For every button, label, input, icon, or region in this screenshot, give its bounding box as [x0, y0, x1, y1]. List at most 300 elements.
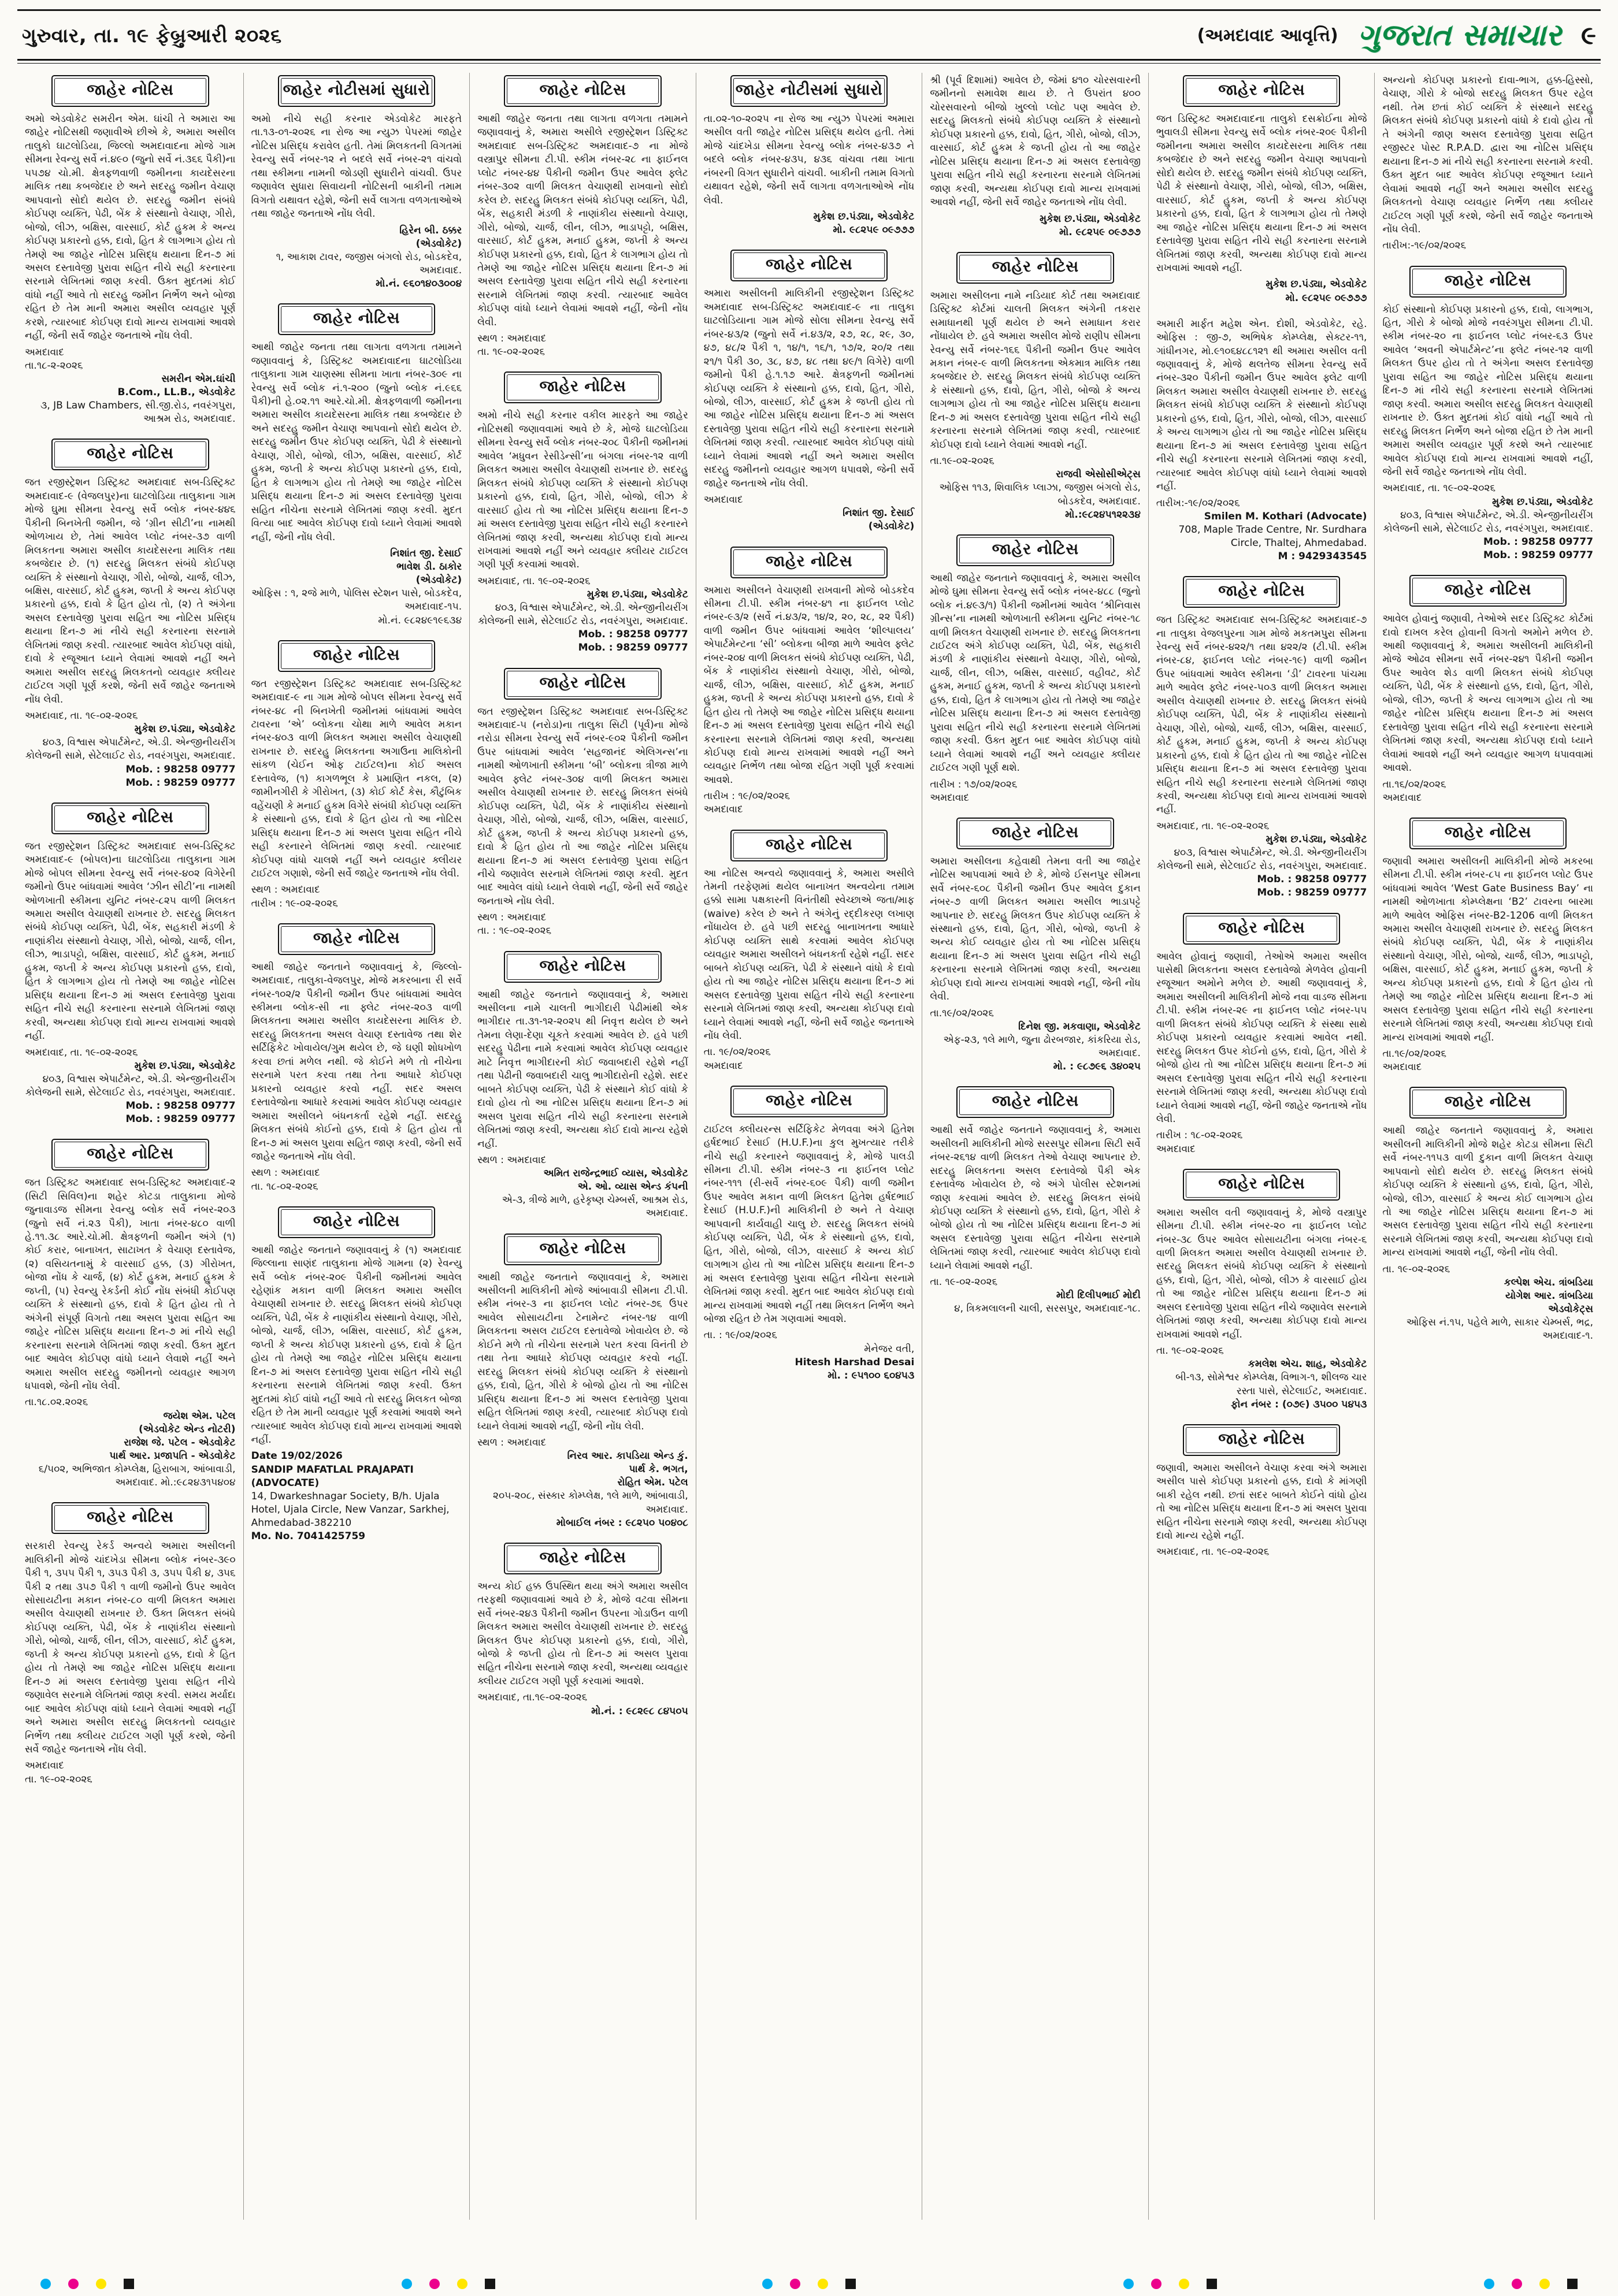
notice-signature-line: 708, Maple Trade Centre, Nr. Surdhara Circle, Thaltej, Ahmedabad.	[1178, 523, 1367, 549]
notice-signature-line: મુકેશ છ.પંડ્યા, એડવોકેટ	[813, 211, 915, 223]
registration-mark-group	[40, 2279, 134, 2289]
page-header	[17, 9, 1601, 58]
notice-title-box	[1183, 1424, 1340, 1456]
notice-body: અન્યનો કોઈપણ પ્રકારનો દાવા-ભાગ, હક્ક-હિસ્સો, વેચાણ, ગીરો કે બોજો સદરહુ મિલકત ઉપર રહેલ નથી. તેમ છતાં કોઈ વ્યક્તિ કે સંસ્થાને સદરહુ મિલકત સંબંધે કોઈપણ પ્રકારનો વાંધો કે દાવો હોય તો તે અંગેની જાણ અસલ દસ્તાવેજી પુરાવા સહિત રજીસ્ટર પોસ્ટ R.P.A.D. દ્વારા આ નોટિસ પ્રસિદ્ધ થયાના દિન-૭ માં નીચે સહી કરનારના સરનામે કરવી. ઉક્ત મુદત બાદ આવેલ કોઈપણ રજૂઆત ધ્યાને લેવામાં આવશે નહીં અને અમારા અસીલ સદરહુ મિલકતનો વેચાણ વ્યવહાર નિર્ભેળ તથા ક્લીયર ટાઈટલ ગણી પૂર્ણ કરશે, જેની સર્વે જાહેર જનતાએ નોંધ લેવી.	[1382, 75, 1594, 235]
notice-signature-line: તા.૧૯/૦૨/૨૦૨૬	[1382, 1048, 1447, 1060]
notice-signature-line: અમદાવાદ	[25, 1760, 64, 1772]
notice-title-box	[1409, 266, 1567, 298]
notice-title-box	[1183, 913, 1340, 945]
column-4	[696, 73, 923, 2220]
notice-signature-line: સ્થળ : અમદાવાદ	[251, 884, 320, 896]
registration-mark-yellow-icon	[1539, 2279, 1550, 2289]
notice-body: અમારા અસીલના કહેવાથી તેમના વતી આ જાહેર નોટિસ આપવામાં આવે છે કે, મોજે ઈસનપુર સીમના સર્વે નંબર-૬૦૮ પૈકીની જમીન ઉપર આવેલ દુકાન નંબર-૭ વાળી મિલકત અમારા અસીલ ભાડાપટ્ટે આપનાર છે. સદરહુ મિલકત ઉપર કોઈપણ વ્યક્તિ કે સંસ્થાનો હક્ક, દાવો, હિત, ગીરો, બોજો, જપ્તી કે અન્ય કોઈ વ્યવહાર હોય તો આ નોટિસ પ્રસિદ્ધ થયાના દિન-૭ માં અસલ પુરાવા સહિત નીચે સહી કરનારના સરનામે લેખિતમાં જાણ કરવી, અન્યથા કોઈપણ દાવો માન્ય રાખવામાં આવશે નહીં, જેની નોંધ લેવી.	[930, 855, 1141, 1003]
notice-body: જત રજીસ્ટ્રેશન ડિસ્ટ્રિક્ટ અમદાવાદ સબ-ડિસ્ટ્રિક્ટ અમદાવાદ-૯ (વેજલપુર)ના ઘાટલોડિયા તાલુકાના ગામ મોજે ઘુમા સીમના રેવન્યુ સર્વે બ્લોક નંબર-૪૪૬ પૈકીની બિનખેતી જમીન, જે ‘ગ્રીન સીટી’ના નામથી ઓળખાય છે, તેમાં આવેલ પ્લોટ નંબર-૩૭ વાળી મિલકતના અમારા અસીલ કાયદેસરના માલિક તથા કબજેદાર છે. (૧) સદરહુ મિલકત સંબંધે કોઈપણ વ્યક્તિ કે સંસ્થાનો વેચાણ, ગીરો, બોજો, ચાર્જ, લીઝ, બક્ષિસ, વારસાઈ, કોર્ટ હુકમ, જપ્તી કે અન્ય કોઈપણ પ્રકારનો હક્ક, દાવો કે હિત હોય તો, (૨) તે અંગેના અસલ દસ્તાવેજી પુરાવા સહિત આ નોટિસ પ્રસિદ્ધ થયાના દિન-૭ માં નીચે સહી કરનારના સરનામે લેખિતમાં જાણ કરવી. ત્યારબાદ આવેલ કોઈપણ વાંધો, દાવો કે રજૂઆત ધ્યાને લેવામાં આવશે નહીં અને અમારા અસીલ સદરહુ મિલકતનો વ્યવહાર ક્લીયર ટાઈટલ ગણી પૂર્ણ કરશે, જેની સર્વે જાહેર જનતાએ નોંધ લેવી.	[25, 477, 236, 705]
notice-title: જાહેર નોટિસ	[1412, 269, 1564, 295]
notice-title-box	[1183, 576, 1340, 608]
notice-signature-line: મુકેશ છ.પંડ્યા, એડવોકેટ	[1266, 278, 1367, 291]
notice-title: જાહેર નોટિસ	[1186, 1172, 1337, 1198]
notice-body: સરકારી રેવન્યુ રેકર્ડ અન્વયે અમારા અસીલની માલિકીની મોજે ચાંદખેડા સીમના બ્લોક નંબર-૩૯૦ પૈકી ૧, ૩૫૫ પૈકી ૧, ૩૫૩ પૈકી ૩, ૩૫૫ પૈકી ૪, ૩૫૬ પૈકી ૨ તથા ૩૫૭ પૈકી ૧ વાળી જમીનો ઉપર આવેલ સોસાયટીના મકાન નંબર-૮૦ વાળી મિલકત અમારા અસીલ વેચાણથી રાખનાર છે. ઉક્ત મિલકત સંબંધે કોઈપણ વ્યક્તિ, પેઢી, બેંક કે નાણાંકીય સંસ્થાનો ગીરો, બોજો, ચાર્જ, લીન, લીઝ, વારસાઈ, કોર્ટ હુકમ, જપ્તી કે અન્ય કોઈપણ પ્રકારનો હક્ક, દાવો કે હિત હોય તો તેમણે આ જાહેર નોટિસ પ્રસિદ્ધ થયાના દિન-૭ માં અસલ દસ્તાવેજી પુરાવા સહિત નીચે જણાવેલ સરનામે લેખિતમાં જાણ કરવી. સમય મર્યાદા બાદ આવેલ કોઈપણ વાંધો ધ્યાને લેવામાં આવશે નહીં અને અમારા અસીલ સદરહુ મિલકતનો વ્યવહાર નિર્ભેળ તથા ક્લીયર ટાઈટલ ગણી પૂર્ણ કરશે, જેની સર્વે જાહેર જનતાએ નોંધ લેવી.	[25, 1540, 236, 1755]
notice-title-box	[51, 1139, 209, 1171]
notice-title: જાહેર નોટિસ	[1412, 578, 1564, 604]
notice-signature-line: અમદાવાદ, તા.૧૯-૦૨-૨૦૨૬	[477, 1692, 588, 1704]
notice-signature-line: મો.નં. : ૯૮૨૯૮ ૮૪૫૦૫	[591, 1705, 688, 1717]
notice-signature-line: રાજેશ જે. પટેલ - એડવોકેટ	[124, 1436, 236, 1448]
registration-mark-group	[1484, 2279, 1578, 2289]
notice-signature-line: તા. ૧૯/૦૨/૨૦૨૬	[703, 1046, 771, 1058]
registration-mark-group	[402, 2279, 495, 2289]
notice-signature-line: અમિત રાજેન્દ્રભાઈ વ્યાસ, એડવોકેટ	[543, 1168, 688, 1180]
notice-title-box	[730, 547, 888, 578]
notice-signature-line: ૧, આકાશ ટાવર, જજીસ બંગલો રોડ, બોડકદેવ, અમદાવાદ.	[276, 251, 462, 276]
notice-signature-line: તા. ૧૯-૦૨-૨૦૨૬	[1156, 1345, 1224, 1357]
notice-title-box	[1409, 818, 1567, 849]
notice-body: જત રજીસ્ટ્રેશન ડિસ્ટ્રિક્ટ અમદાવાદ સબ-ડિસ્ટ્રિક્ટ અમદાવાદ-૯ ના ગામ મોજે બોપલ સીમના રેવન્યુ સર્વે નંબર-૪૮ ની બિનખેતી જમીનમાં બાંધવામાં આવેલ ટાવરના ‘એ’ બ્લોકના ચોથા માળે આવેલ મકાન નંબર-૪૦૩ વાળી મિલકત અમારા અસીલ વેચાણથી રાખનાર છે. સદરહુ મિલકતના અગાઉના માલિકોની સાંકળ (ચેઈન ઓફ ટાઈટલ)ના કોઈ અસલ દસ્તાવેજ, (૧) કાગળભૂલ કે પ્રમાણિત નકલ, (૨) જામીનગીરી કે ગીરોખત, (૩) કોઈ કોર્ટ કેસ, કૌટુંબિક વહેંચણી કે મનાઈ હુકમ વિગેરે સંબંધી કોઈપણ વ્યક્તિ કે સંસ્થાનો હક્ક, દાવો કે હિત હોય તો આ નોટિસ પ્રસિદ્ધ થયાના દિન-૭ માં અસલ પુરાવા સહિત નીચે સહી કરનારને લેખિતમાં જાણ કરવી. ત્યારબાદ કોઈપણ વાંધો ચાલશે નહીં અને વ્યવહાર ક્લીયર ટાઈટલ ગણાશે, જેની સર્વે જાહેર જનતાએ નોંધ લેવી.	[251, 678, 462, 879]
notice-body: અમો નીચે સહી કરનાર એડવોકેટ મારફતે તા.૧૩-૦૧-૨૦૨૬ ના રોજ આ ન્યુઝ પેપરમાં જાહેર નોટિસ પ્રસિદ્ધ કરાવેલ હતી. તેમાં મિલકતની વિગતમાં રેવન્યુ સર્વે નંબર-૧૨ ને બદલે સર્વે નંબર-૨૧ વાંચવો તથા સ્કીમના નામની જોડણી સુધારીને વાંચવી. ઉપર જણાવેલ સુધારા સિવાયની નોટિસની બાકીની તમામ વિગતો યથાવત રહેશે, જેની સર્વે લાગતા વળગતાઓએ તથા જાહેર જનતાએ નોંધ લેવી.	[251, 113, 462, 220]
notice-signature-line: Mob. : 98259 09777	[125, 1113, 236, 1125]
notice	[930, 252, 1141, 522]
notice-title-box	[278, 75, 435, 107]
notice-signature-line: નિશાંત જી. દેસાઈ	[843, 507, 915, 519]
notice-signature-line: તા.૧૯-૦૨-૨૦૨૬	[930, 455, 994, 467]
notice	[704, 830, 915, 1073]
notice-body: જણાવી, અમારા અસીલને વેચાણ કરવા અંગે અમારા અસીલ પાસે કોઈપણ પ્રકારનો હક્ક, દાવો કે માંગણી બાકી રહેલ નથી. છતાં સદર બાબતે કોઈને વાંધો હોય તો આ નોટિસ પ્રસિદ્ધ થયાના દિન-૭ માં અસલ પુરાવા સહિત નીચેના સરનામે જાણ કરવી, અન્યથા કોઈપણ દાવો માન્ય રહેશે નહીં.	[1156, 1462, 1367, 1541]
notice-signature-line: અમદાવાદ	[703, 804, 743, 816]
registration-mark-cyan-icon	[762, 2279, 773, 2289]
notice-title: જાહેર નોટિસ	[1412, 1090, 1564, 1116]
registration-mark-cyan-icon	[1484, 2279, 1494, 2289]
notice-body: અમારા અસીલની માલિકીની રજીસ્ટ્રેશન ડિસ્ટ્રિક્ટ અમદાવાદ સબ-ડિસ્ટ્રિક્ટ અમદાવાદ-૯ ના તાલુકા ઘાટલોડિયાના ગામ મોજે સોલા સીમના રેવન્યુ સર્વે નંબર-૪૩/૨ (જુનો સર્વે નં.૪૩/૨, ૨૭, ૨૮, ૨૯, ૩૦, ૪૭, ૪૮/૨ પૈકી ૧, ૧૪/૧, ૧૬/૧, ૧૭/૨, ૨૦/૨ તથા ૨૧/૧ પૈકી ૩૦, ૩૮, ૪૭, ૪૮ તથા ૪૯/૧ વિગેરે) વાળી જમીનો પૈકી હે.૧.૧૭ આરે. ક્ષેત્રફળની જમીનમાં કોઈપણ વ્યક્તિ કે સંસ્થાનો હક્ક, દાવો, હિત, ગીરો, બોજો, લીઝ, વારસાઈ, કોર્ટ હુકમ કે જપ્તી હોય તો આ જાહેર નોટિસ પ્રસિદ્ધ થયાના દિન-૭ માં અસલ દસ્તાવેજી પુરાવા સહિત નીચે સહી કરનારના સરનામે લેખિતમાં જાણ કરવી. ત્યારબાદ આવેલ કોઈપણ વાંધો ધ્યાને લેવામાં આવશે નહીં અને અમારા અસીલ સદરહુ જમીનનો વ્યવહાર આગળ ધપાવશે, જેની સર્વે જાહેર જનતાએ નોંધ લેવી.	[703, 288, 915, 489]
notice-signature-line: તારીખ : ૧૯-૦૨-૨૦૨૬	[251, 897, 338, 909]
notice-title-box	[504, 1234, 661, 1265]
notice-signature-line: અમદાવાદ	[1156, 1143, 1196, 1155]
notice-signature-line: મો. : ૯૫૧૦૦ ૬૦૪૫૩	[827, 1369, 915, 1381]
notice-signature-line: તા. ૧૯-૦૨-૨૦૨૬	[477, 346, 545, 358]
notice-signature-line: Mob. : 98259 09777	[125, 777, 236, 789]
registration-mark-cyan-icon	[40, 2279, 51, 2289]
notice	[930, 1086, 1141, 1316]
registration-mark-yellow-icon	[818, 2279, 828, 2289]
registration-mark-yellow-icon	[1179, 2279, 1189, 2289]
notice	[477, 371, 688, 655]
notice-body: આવેલ હોવાનું જણાવી, તેઓએ અમારા અસીલ પાસેથી મિલકતના અસલ દસ્તાવેજો મેળવેલ હોવાની રજૂઆત અમોને મળેલ છે. આથી જણાવવાનું કે, અમારા અસીલની માલિકીની મોજે નવા વાડજ સીમના ટી.પી. સ્કીમ નંબર-૨૯ ના ફાઈનલ પ્લોટ નંબર-૫૫ વાળી મિલકત સંબંધે કોઈપણ વ્યક્તિ કે સંસ્થા સાથે કોઈપણ પ્રકારનો વ્યવહાર કરવામાં આવેલ નથી. સદરહુ મિલકત ઉપર કોઈનો હક્ક, દાવો, હિત, ગીરો કે બોજો હોય તો આ નોટિસ પ્રસિદ્ધ થયાના દિન-૭ માં અસલ દસ્તાવેજી પુરાવા સહિત નીચે સહી કરનારના સરનામે લેખિતમાં જાણ કરવી, અન્યથા કોઈપણ દાવો ધ્યાને લેવામાં આવશે નહીં, જેની જાહેર જનતાએ નોંધ લેવી.	[1156, 950, 1367, 1125]
notice-signature-line: ૪, ત્રિકમલાલની ચાલી, સરસપુર, અમદાવાદ-૧૮.	[954, 1303, 1141, 1315]
notice-signature-line: અમદાવાદ	[1382, 1061, 1422, 1073]
column-5	[922, 73, 1149, 2220]
notice-signature-line: અમદાવાદ, તા. ૧૯-૦૨-૨૦૨૬	[1382, 482, 1495, 495]
notice	[477, 668, 688, 938]
notice-signature-line: M : 9429343545	[1278, 550, 1367, 562]
notice-title-box	[504, 371, 661, 403]
notice-title: જાહેર નોટિસ	[733, 833, 885, 859]
notice-signature-line: હિરેન બી. ઠક્કર	[399, 224, 462, 236]
notice-title: જાહેર નોટિસ	[733, 252, 885, 278]
notice-title-box	[278, 640, 435, 672]
notice-signature-line: પાર્થ આર. પ્રજાપતિ - એડવોકેટ	[109, 1450, 236, 1462]
notice-title: જાહેર નોટિસ	[1186, 78, 1337, 104]
notice	[251, 303, 462, 627]
notice-signature-line: તારીખ:-૧૯/૦૨/૨૦૨૬	[1156, 497, 1240, 509]
notice-signature-line: Mob. : 98258 09777	[1257, 874, 1367, 886]
notice-title-box	[1409, 575, 1567, 607]
column-3	[470, 73, 696, 2220]
notice-signature-line: એ-૩, ત્રીજે માળે, હરેકૃષ્ણ ચેમ્બર્સ, આશ્રમ રોડ, અમદાવાદ.	[502, 1194, 688, 1220]
registration-mark-yellow-icon	[96, 2279, 106, 2289]
notice	[1156, 318, 1367, 563]
notice-signature-line: Hitesh Harshad Desai	[795, 1356, 915, 1368]
notice-body: આથી જાહેર જનતાને જણાવવાનું કે, અમારા અસીલના નામે ચાલતી ભાગીદારી પેઢીમાંથી એક ભાગીદાર તા.૩૧-૧૨-૨૦૨૫ થી નિવૃત્ત થયેલ છે અને તેમના લેણા-દેણા ચૂકતે કરવામાં આવેલ છે. હવે પછી સદરહુ પેઢીના નામે કરવામાં આવેલ કોઈપણ વ્યવહાર માટે નિવૃત્ત ભાગીદારની કોઈ જવાબદારી રહેશે નહીં તથા પેઢીની જવાબદારી ચાલુ ભાગીદારોની રહેશે. સદર બાબતે કોઈપણ વ્યક્તિ, પેઢી કે સંસ્થાને કોઈ વાંધો કે દાવો હોય તો આ નોટિસ પ્રસિદ્ધ થયાના દિન-૭ માં અસલ પુરાવા સહિત નીચે સહી કરનારના સરનામે લેખિતમાં જાણ કરવી, અન્યથા કોઈ દાવો માન્ય રહેશે નહીં.	[477, 989, 688, 1150]
registration-mark-black-icon	[1567, 2279, 1578, 2289]
notice-title: જાહેર નોટિસ	[959, 820, 1111, 846]
notice-columns	[17, 73, 1601, 2220]
notice	[1382, 1087, 1593, 1343]
notice-body: અમારી માર્ફત મહેશ એન. દોશી, એડવોકેટ, રહે. ઓફિસ : જી-૭, અભિષેક કોમ્પ્લેક્ષ, સેક્ટર-૧૧, ગાંધીનગર, મો.૯૧૦૬૪૮૮૧૨૧ થી અમારા અસીલ વતી જણાવવાનું કે, મોજે થલતેજ સીમના રેવન્યુ સર્વે નંબર-૩૨૦ પૈકીની જમીન ઉપર આવેલ ફ્લેટ વાળી મિલકત અમારા અસીલ વેચાણથી રાખનાર છે. સદરહુ મિલકત સંબંધે કોઈપણ વ્યક્તિ કે સંસ્થાનો કોઈપણ પ્રકારનો હક્ક, દાવો, હિત, ગીરો, બોજો, લીઝ, વારસાઈ કે અન્ય લાગભાગ હોય તો આ જાહેર નોટિસ પ્રસિદ્ધ થયાના દિન-૭ માં અસલ દસ્તાવેજી પુરાવા સહિત નીચે સહી કરનારના સરનામે લેખિતમાં જાણ કરવી, ત્યારબાદ આવેલ કોઈપણ વાંધો ધ્યાને લેવામાં આવશે નહીં.	[1156, 318, 1367, 493]
notice	[704, 75, 915, 237]
notice-signature-line: દિનેશ જી. મકવાણા, એડવોકેટ	[1018, 1020, 1141, 1032]
notice	[477, 951, 688, 1221]
registration-mark-group	[1123, 2279, 1217, 2289]
notice	[704, 250, 915, 533]
notice-signature-line: તા. : ૧૯-૦૨-૨૦૨૬	[477, 925, 552, 937]
notice-signature-line: Mob. : 98259 09777	[578, 642, 688, 654]
notice-signature-line: અમદાવાદ, તા. ૧૯-૦૨-૨૦૨૬	[25, 710, 138, 722]
notice	[25, 1139, 236, 1489]
notice-title: જાહેર નોટિસ	[54, 441, 206, 467]
notice-signature-line: અમદાવાદ, તા. ૧૯-૦૨-૨૦૨૬	[1156, 820, 1270, 832]
notice-signature-line: યોગેશ આર. ત્રાંબડિયા	[1505, 1290, 1594, 1302]
notice-title-box	[51, 1502, 209, 1534]
page-number: ૯	[1580, 21, 1596, 50]
notice-signature-line: સ્થળ : અમદાવાદ	[477, 912, 547, 924]
notice-signature-line: ૪૦૩, વિશ્વાસ એપાર્ટમેન્ટ, એ.ડી. એન્જીનીયરીંગ કોલેજની સામે, સેટેલાઈટ રોડ, નવરંગપુરા, અમદાવાદ.	[25, 737, 236, 762]
notice-body: અમો એડવોકેટ સમરીન એમ. ઘાંચી તે અમારા આ જાહેર નોટિસથી જણાવીએ છીએ કે, અમારા અસીલ તાલુકો ઘાટલોડિયા, જિલ્લો અમદાવાદના મોજે ગામ સીમના રેવન્યુ સર્વે નં.૪૯૦ (જુનો સર્વે નં.૩૬૬ પૈકી)ના ૫૫૭૪ ચો.મી. ક્ષેત્રફળવાળી જમીનના કાયદેસરના માલિક તથા કબજેદાર છે અને સદરહુ જમીન વેચાણ આપવાનો સોદો થયેલ છે. સદરહુ જમીન સંબંધે કોઈપણ વ્યક્તિ, પેઢી, બેંક કે સંસ્થાનો વેચાણ, ગીરો, બોજો, લીઝ, બક્ષિસ, વારસાઈ, કોર્ટ હુકમ કે અન્ય કોઈપણ પ્રકારનો હક્ક, દાવો, હિત કે લાગભાગ હોય તો તેમણે આ જાહેર નોટિસ પ્રસિદ્ધ થયાના દિન-૭ માં અસલ દસ્તાવેજી પુરાવા સહિત નીચે સહી કરનારના સરનામે લેખિતમાં જાણ કરવી. ઉક્ત મુદતમાં કોઈ વાંધો નહીં આવે તો સદરહુ જમીન નિર્ભેળ અને બોજા રહિત છે તેમ માની અમારા અસીલ વ્યવહાર પૂર્ણ કરશે, ત્યારબાદ કોઈપણ દાવો માન્ય રાખવામાં આવશે નહીં, જેની સર્વે જાહેર જનતાએ નોંધ લેવી.	[25, 113, 236, 342]
notice-signature-line: તા. ૧૯-૦૨-૨૦૨૬	[930, 1276, 998, 1288]
notice-signature-line: નિરવ આર. કાપડિયા એન્ડ કું.	[567, 1450, 688, 1462]
notice-signature-line: ૪૦૩, વિશ્વાસ એપાર્ટમેન્ટ, એ.ડી. એન્જીનીયરીંગ કોલેજની સામે, સેટેલાઈટ રોડ, નવરંગપુરા, અમદાવાદ.	[1156, 847, 1367, 872]
notice-signature-line: ૪૦૩, વિશ્વાસ એપાર્ટમેન્ટ, એ.ડી. એન્જીનીયરીંગ કોલેજની સામે, સેટેલાઈટ રોડ, નવરંગપુરા, અમદાવાદ.	[1383, 509, 1594, 534]
notice-title: જાહેર નોટિસ	[507, 1236, 658, 1262]
notice-signature-line: તા. : ૧૯/૦૨/૨૦૨૬	[703, 1329, 777, 1342]
notice-body: જત ડિસ્ટ્રિક્ટ અમદાવાદ સબ-ડિસ્ટ્રિક્ટ અમદાવાદ-૨ (સિટી સિવિલ)ના શહેર કોટડા તાલુકાના મોજે જુનાવાડજ સીમના રેવન્યુ બ્લોક સર્વે નંબર-૨૦૩ (જુનો સર્વે નં.૨૩ પૈકી), ખાતા નંબર-૪૮૦ વાળી હે.૧૧.૩૮ આરે.ચો.મી. ક્ષેત્રફળની જમીન અંગે (૧) કોઈ કરાર, બાનાખત, સાટાખત કે વેચાણ દસ્તાવેજ, (૨) વસિયતનામું કે વારસાઈ હક્ક, (૩) ગીરોખત, બોજા નોંધ કે ચાર્જ, (૪) કોર્ટ હુકમ, મનાઈ હુકમ કે જપ્તી, (૫) રેવન્યુ રેકર્ડની કોઈ નોંધ સંબંધી કોઈપણ વ્યક્તિ કે સંસ્થાનો હક્ક, દાવો કે હિત હોય તો તે અંગેની સંપૂર્ણ વિગતો તથા અસલ પુરાવા સહિત આ જાહેર નોટિસ પ્રસિદ્ધ થયાના દિન-૭ માં નીચે સહી કરનારના સરનામે લેખિતમાં જાણ કરવી. ઉક્ત મુદત બાદ આવેલ કોઈપણ વાંધો ધ્યાને લેવાશે નહીં અને અમારા અસીલ સદરહુ જમીનનો વ્યવહાર આગળ ધપાવશે, જેની નોંધ લેવી.	[25, 1177, 236, 1392]
notice-title-box	[278, 303, 435, 335]
notice-signature-line: ૩, JB Law Chambers, સી.જી.રોડ, નવરંગપુરા, આશ્રમ રોડ, અમદાવાદ.	[40, 400, 236, 425]
notice-signature-line: તા.૧૮.૦૨.૨૦૨૬	[25, 1396, 88, 1409]
registration-mark-black-icon	[485, 2279, 495, 2289]
notice-body: અમારા અસીલને વેચાણથી રાખવાની મોજે બોડકદેવ સીમના ટી.પી. સ્કીમ નંબર-૪૧ ના ફાઈનલ પ્લોટ નંબર-૯૩/૨ (સર્વે નં.૪૩/૨, ૧૪/૨, ૨૦, ૨૮, ૨૨ પૈકી) વાળી જમીન ઉપર બાંધવામાં આવેલ ‘શીલ્પાલય’ એપાર્ટમેન્ટના ‘સી’ બ્લોકના બીજા માળે આવેલ ફ્લેટ નંબર-૨૦૪ વાળી મિલકત સંબંધે કોઈપણ વ્યક્તિ, પેઢી, બેંક કે નાણાંકીય સંસ્થાનો વેચાણ, ગીરો, બોજો, ચાર્જ, લીઝ, બક્ષિસ, વારસાઈ, કોર્ટ હુકમ, મનાઈ હુકમ, જપ્તી કે અન્ય કોઈપણ પ્રકારનો હક્ક, દાવો કે હિત હોય તો તેમણે આ જાહેર નોટિસ પ્રસિદ્ધ થયાના દિન-૭ માં અસલ દસ્તાવેજી પુરાવા સહિત નીચે સહી કરનારના સરનામે લેખિતમાં જાણ કરવી, અન્યથા કોઈપણ દાવો માન્ય રાખવામાં આવશે નહીં અને વ્યવહાર નિર્ભેળ તથા બોજા રહિત ગણી પૂર્ણ કરવામાં આવશે.	[703, 584, 915, 786]
notice-signature-line: SANDIP MAFATLAL PRAJAPATI	[251, 1463, 414, 1476]
notice-signature-line: અમદાવાદ, તા. ૧૯-૦૨-૨૦૨૬	[1156, 1546, 1270, 1558]
column-6	[1149, 73, 1375, 2220]
notice	[25, 439, 236, 789]
notice-signature-line: Mob. : 98258 09777	[1483, 536, 1594, 548]
notice-body: આથી જાહેર જનતાને જણાવવાનું કે, અમારા અસીલની માલિકીની મોજે શહેર કોટડા સીમના સિટી સર્વે નંબર-૧૧૫૩ વાળી દુકાન વાળી મિલકત વેચાણ આપવાનો સોદો થયેલ છે. સદરહુ મિલકત સંબંધે કોઈપણ વ્યક્તિ કે સંસ્થાનો હક્ક, દાવો, હિત, ગીરો, બોજો, લીઝ, વારસાઈ કે અન્ય કોઈ લાગભાગ હોય તો આ જાહેર નોટિસ પ્રસિદ્ધ થયાના દિન-૭ માં અસલ દસ્તાવેજી પુરાવા સહિત નીચે સહી કરનારના સરનામે લેખિતમાં જાણ કરવી, અન્યથા કોઈપણ દાવો માન્ય રાખવામાં આવશે નહીં, જેની નોંધ લેવી.	[1382, 1125, 1594, 1259]
notice-title-box	[504, 75, 661, 107]
notice	[704, 1086, 915, 1383]
registration-mark-magenta-icon	[68, 2279, 79, 2289]
notice-body: આથી જાહેર જનતાને જણાવવાનું કે, અમારા અસીલની માલિકીની મોજે આંબાવાડી સીમના ટી.પી. સ્કીમ નંબર-૩ ના ફાઈનલ પ્લોટ નંબર-૭૬ ઉપર આવેલ સોસાયટીના ટેનામેન્ટ નંબર-૧૪ વાળી મિલકતના અસલ ટાઈટલ દસ્તાવેજો ખોવાયેલ છે. જે કોઈને મળે તો નીચેના સરનામે પરત કરવા વિનંતી છે તથા તેના આધારે કોઈપણ વ્યવહાર કરવો નહીં. સદરહુ મિલકત સંબંધે કોઈપણ વ્યક્તિ કે સંસ્થાનો હક્ક, દાવો, હિત, ગીરો કે બોજો હોય તો આ નોટિસ પ્રસિદ્ધ થયાના દિન-૭ માં અસલ દસ્તાવેજી પુરાવા સહિત લેખિતમાં જાણ કરવી, ત્યારબાદ કોઈપણ દાવો ધ્યાને લેવામાં આવશે નહીં, જેની નોંધ લેવી.	[477, 1271, 688, 1432]
notice-title-box	[956, 534, 1114, 566]
notice-title-box	[956, 1086, 1114, 1118]
notice-title: જાહેર નોટિસ	[507, 954, 658, 980]
notice-signature-line: અમદાવાદ, તા. ૧૯-૦૨-૨૦૨૬	[25, 1046, 138, 1058]
notice-signature-line: (એડવોકેટ)	[868, 521, 915, 533]
notice-title-box	[1183, 75, 1340, 107]
notice	[251, 923, 462, 1194]
registration-mark-group	[762, 2279, 856, 2289]
notice-body: આથી જાહેર જનતા તથા લાગતા વળગતા તમામને જણાવવાનું કે, અમારા અસીલે રજીસ્ટ્રેશન ડિસ્ટ્રિક્ટ અમદાવાદ સબ-ડિસ્ટ્રિક્ટ અમદાવાદ-૭ ના મોજે વસ્ત્રાપુર સીમના ટી.પી. સ્કીમ નંબર-૨૮ ના ફાઈનલ પ્લોટ નંબર-૪૪ પૈકીની જમીન ઉપર આવેલ ફ્લેટ નંબર-૩૦૨ વાળી મિલકત વેચાણથી રાખવાનો સોદો કરેલ છે. સદરહુ મિલકત સંબંધે કોઈપણ વ્યક્તિ, પેઢી, બેંક, સહકારી મંડળી કે નાણાંકીય સંસ્થાનો વેચાણ, ગીરો, બોજો, ચાર્જ, લીન, લીઝ, ભાડાપટ્ટો, બક્ષિસ, વારસાઈ, કોર્ટ હુકમ, મનાઈ હુકમ, જપ્તી કે અન્ય કોઈપણ પ્રકારનો હક્ક, દાવો, હિત કે લાગભાગ હોય તો તેમણે આ જાહેર નોટિસ પ્રસિદ્ધ થયાના દિન-૭ માં અસલ દસ્તાવેજી પુરાવા સહિત નીચે સહી કરનારના સરનામે લેખિતમાં જાણ કરવી. ત્યારબાદ આવેલ કોઈપણ વાંધો ધ્યાને લેવામાં આવશે નહીં, જેની નોંધ લેવી.	[477, 113, 688, 328]
notice-signature-line: Mo. No. 7041425759	[251, 1530, 366, 1543]
notice	[1156, 576, 1367, 900]
notice-signature-line: અમદાવાદ	[1382, 792, 1422, 804]
notice-title: જાહેર નોટિસ	[281, 306, 432, 332]
notice	[1156, 913, 1367, 1156]
notice	[477, 1234, 688, 1530]
registration-mark-black-icon	[124, 2279, 134, 2289]
notice-title: જાહેર નોટિસ	[54, 805, 206, 831]
notice-signature-line: મુકેશ છ.પંડ્યા, એડવોકેટ	[1039, 213, 1141, 225]
notice-signature-line: મો. ૯૮૨૫૯ ૦૯૭૭૭	[1059, 226, 1141, 238]
notice-signature-line: ઓફિસ ૧૧૩, શિવાલિક પ્લાઝા, જજીસ બંગલો રોડ, બોડકદેવ, અમદાવાદ.	[939, 482, 1141, 507]
notice-signature-line: Mob. : 98259 09777	[1257, 887, 1367, 899]
notice-signature-line: રાજવી એસોસીએટ્સ	[1056, 469, 1141, 481]
notice-title-box	[51, 439, 209, 470]
notice-signature-line: રોહિત એમ. પટેલ	[617, 1477, 688, 1489]
notice-title: જાહેર નોટિસ	[959, 255, 1111, 281]
notice-body: આથી સર્વે જાહેર જનતાને જણાવવાનું કે, અમારા અસીલની માલિકીની મોજે સરસપુર સીમના સિટી સર્વે નંબર-૨૬૧૪ વાળી મિલકત તેઓ વેચાણ આપનાર છે. સદરહુ મિલકતના અસલ દસ્તાવેજો પૈકી એક દસ્તાવેજ ખોવાયેલ છે, જે અંગે પોલીસ સ્ટેશનમાં જાણ કરવામાં આવેલ છે. સદરહુ મિલકત સંબંધે કોઈપણ વ્યક્તિ કે સંસ્થાનો હક્ક, દાવો, હિત, ગીરો કે બોજો હોય તો આ નોટિસ પ્રસિદ્ધ થયાના દિન-૭ માં અસલ દસ્તાવેજી પુરાવા સહિત નીચેના સરનામે લેખિતમાં જાણ કરવી, ત્યારબાદ આવેલ કોઈપણ દાવો ધ્યાને લેવામાં આવશે નહીં.	[930, 1124, 1141, 1272]
notice-title: જાહેર નોટિસ	[507, 78, 658, 104]
notice-body: તા.૦૨-૧૦-૨૦૨૫ ના રોજ આ ન્યુઝ પેપરમાં અમારા અસીલ વતી જાહેર નોટિસ પ્રસિદ્ધ થયેલ હતી. તેમાં મોજે ચાંદખેડા સીમના રેવન્યુ બ્લોક નંબર-૪૩૭ ને બદલે બ્લોક નંબર-૪૩૫, ૪૩૬ વાંચવા તથા ખાતા નંબરની વિગત સુધારીને વાંચવી. બાકીની તમામ વિગતો યથાવત રહેશે, જેની સર્વે લાગતા વળગતાઓએ નોંધ લેવી.	[703, 113, 915, 206]
notice-signature-line: મો.નં. ૯૬૦૧૪૦૩૦૦૪	[376, 278, 462, 290]
notice-body: આવેલ હોવાનું જણાવી, તેઓએ સદર ડિસ્ટ્રિક્ટ કોર્ટમાં દાવો દાખલ કરેલ હોવાની વિગતો અમોને મળેલ છે. આથી જણાવવાનું કે, અમારા અસીલની માલિકીની મોજે ઓઢવ સીમના સર્વે નંબર-૨૪૧ પૈકીની જમીન ઉપર આવેલ શેડ વાળી મિલકત સંબંધે કોઈપણ વ્યક્તિ, પેઢી, બેંક કે સંસ્થાનો હક્ક, દાવો, હિત, ગીરો, બોજો, લીઝ, જપ્તી કે અન્ય લાગભાગ હોય તો આ જાહેર નોટિસ પ્રસિદ્ધ થયાના દિન-૭ માં અસલ દસ્તાવેજી પુરાવા સહિત નીચે સહી કરનારના સરનામે લેખિતમાં જાણ કરવી, અન્યથા કોઈપણ દાવો ધ્યાને લેવામાં આવશે નહીં અને વ્યવહાર આગળ ધપાવવામાં આવશે.	[1382, 613, 1594, 774]
edition-label: (અમદાવાદ આવૃત્તિ)	[1197, 25, 1338, 46]
notice-signature-line: ભાવેશ ડી. ઠાકોર	[396, 561, 462, 573]
notice-signature-line: અમદાવાદ, તા. ૧૯-૦૨-૨૦૨૬	[477, 575, 591, 587]
notice-title-box	[504, 1543, 661, 1574]
notice-signature-line: એ. ઓ. વ્યાસ એન્ડ કંપની	[577, 1181, 688, 1193]
notice	[704, 547, 915, 817]
notice-signature-line: B.Com., LL.B., એડવોકેટ	[117, 387, 236, 399]
notice	[930, 534, 1141, 805]
notice-signature-line: સ્થળ : અમદાવાદ	[251, 1167, 320, 1179]
notice-signature-line: મો.નં. ૯૮૨૪૯૧૯૬૩૪	[378, 614, 462, 626]
notice-signature-line: ૪૦૩, વિશ્વાસ એપાર્ટમેન્ટ, એ.ડી. એન્જીનીયરીંગ કોલેજની સામે, સેટેલાઈટ રોડ, નવરંગપુરા, અમદાવાદ.	[478, 602, 688, 627]
notice-title: જાહેર નોટિસ	[281, 1209, 432, 1235]
notice-title: જાહેર નોટીસમાં સુધારો	[733, 78, 885, 104]
notice-body: અમો નીચે સહી કરનાર વકીલ મારફતે આ જાહેર નોટિસથી જણાવવામાં આવે છે કે, મોજે ઘાટલોડિયા સીમના રેવન્યુ સર્વે બ્લોક નંબર-૨૦૮ પૈકીની જમીનમાં આવેલ ‘મધુવન રેસીડેન્સી’ના બંગલા નંબર-૧૨ વાળી મિલકત અમારા અસીલ વેચાણથી રાખનાર છે. સદરહુ મિલકત સંબંધે કોઈપણ વ્યક્તિ કે સંસ્થાનો કોઈપણ પ્રકારનો હક્ક, દાવો, હિત, ગીરો, બોજો, લીઝ કે વારસાઈ હોય તો આ નોટિસ પ્રસિદ્ધ થયાના દિન-૭ માં અસલ દસ્તાવેજી પુરાવા સહિત નીચે સહી કરનારને લેખિતમાં જાણ કરવી, અન્યથા કોઈપણ દાવો માન્ય રાખવામાં આવશે નહીં અને વ્યવહાર ક્લીયર ટાઈટલ ગણી પૂર્ણ કરવામાં આવશે.	[477, 410, 688, 571]
notice-signature-line: ૬/૫૦૨, અભિજાત કોમ્પ્લેક્ષ, હિરાબાગ, આંબાવાડી, અમદાવાદ. મો.:૯૮૨૪૩૧૫૪૦૪	[38, 1463, 236, 1489]
notice-body: જણાવી અમારા અસીલની માલિકીની મોજે મકરબા સીમના ટી.પી. સ્કીમ નંબર-૮૫ ના ફાઈનલ પ્લોટ ઉપર બાંધવામાં આવેલ ‘West Gate Business Bay’ ના નામથી ઓળખાતા કોમ્પ્લેક્ષના ‘B2’ ટાવરના બારમા માળે આવેલ ઓફિસ નંબર-B2-1206 વાળી મિલકત અમારા અસીલ વેચાણથી રાખનાર છે. સદરહુ મિલકત સંબંધે કોઈપણ વ્યક્તિ, પેઢી, બેંક કે નાણાંકીય સંસ્થાનો વેચાણ, ગીરો, બોજો, ચાર્જ, લીઝ, ભાડાપટ્ટો, બક્ષિસ, વારસાઈ, કોર્ટ હુકમ, મનાઈ હુકમ, જપ્તી કે અન્ય કોઈપણ પ્રકારનો હક્ક, દાવો કે હિત હોય તો તેમણે આ જાહેર નોટિસ પ્રસિદ્ધ થયાના દિન-૭ માં અસલ દસ્તાવેજી પુરાવા સહિત નીચે સહી કરનારના સરનામે લેખિતમાં જાણ કરવી, અન્યથા કોઈપણ દાવો માન્ય રાખવામાં આવશે નહીં.	[1382, 855, 1594, 1043]
notice-title-box	[730, 250, 888, 281]
notice-body: શ્રી (પૂર્વ દિશામાં) આવેલ છે, જેમાં ૪૧૦ ચોરસવારની જમીનનો સમાવેશ થાય છે. તે ઉપરાંત ૪૦૦ ચોરસવારનો બીજો ખુલ્લો પ્લોટ પણ આવેલ છે. સદરહુ મિલકતો સંબંધે કોઈપણ વ્યક્તિ કે સંસ્થાનો કોઈપણ પ્રકારનો હક્ક, દાવો, હિત, ગીરો, બોજો, લીઝ, વારસાઈ, કોર્ટ હુકમ કે જપ્તી હોય તો આ જાહેર નોટિસ પ્રસિદ્ધ થયાના દિન-૭ માં અસલ દસ્તાવેજી પુરાવા સહિત નીચે સહી કરનારના સરનામે લેખિતમાં જાણ કરવી, અન્યથા કોઈપણ દાવો માન્ય રાખવામાં આવશે નહીં, જેની સર્વે જાહેર જનતાએ નોંધ લેવી.	[930, 75, 1141, 209]
notice-title: જાહેર નોટિસ	[281, 643, 432, 669]
registration-mark-magenta-icon	[429, 2279, 440, 2289]
notice-signature-line: તારીખ : ૧૭/૦૨/૨૦૨૬	[930, 778, 1018, 790]
notice-signature-line: સમરીન એમ.ઘાંચી	[161, 373, 236, 385]
notice-signature-line: ૨૦૫-૨૦૮, સંસ્કાર કોમ્પ્લેક્ષ, ૧લે માળે, આંબાવાડી, અમદાવાદ.	[493, 1490, 688, 1515]
notice-title: જાહેર નોટિસ	[733, 549, 885, 575]
registration-mark-black-icon	[1207, 2279, 1217, 2289]
notice-signature-line: મુકેશ છ.પંડ્યા, એડવોકેટ	[587, 589, 688, 601]
notice-title: જાહેર નોટિસ	[959, 1089, 1111, 1115]
notice-signature-line: મુકેશ છ.પંડ્યા, એડવોકેટ	[1492, 496, 1594, 508]
notice-signature-line: Mob. : 98258 09777	[125, 763, 236, 775]
notice-title: જાહેર નોટિસ	[733, 1088, 885, 1114]
notice-signature-line: અમદાવાદ	[703, 1060, 743, 1072]
notice-title-box	[730, 75, 888, 107]
notice-title-box	[730, 1086, 888, 1117]
notice-signature-line: સ્થળ : અમદાવાદ	[477, 1154, 547, 1166]
notice-title-box	[1183, 1169, 1340, 1201]
notice-signature-line: બી-૧૩, સોમેશ્વર કોમ્પ્લેક્ષ, વિભાગ-૧, શીલજ ચાર રસ્તા પાસે, સેટેલાઈટ, અમદાવાદ.	[1175, 1372, 1367, 1397]
notice-signature-line: (એડવોકેટ)	[415, 574, 462, 586]
notice-title: જાહેર નોટિસ	[507, 671, 658, 697]
notice	[1382, 818, 1593, 1075]
notice-signature-line: મો. ૯૮૨૫૯ ૦૯૭૭૭	[833, 224, 915, 236]
notice-signature-line: 14, Dwarkeshnagar Society, B/h. Ujala Hotel, Ujala Circle, New Vanzar, Sarkhej, Ahmedabad-382210	[251, 1490, 450, 1529]
notice-signature-line: Mob. : 98259 09777	[1483, 549, 1594, 561]
notice	[25, 75, 236, 426]
notice	[1156, 1424, 1367, 1559]
column-2	[244, 73, 470, 2220]
notice-signature-line: Mob. : 98258 09777	[125, 1099, 236, 1112]
notice	[1382, 575, 1593, 805]
notice-title: જાહેર નોટિસ	[1412, 820, 1564, 846]
notice-title-box	[504, 951, 661, 983]
print-marks	[40, 2279, 1578, 2289]
notice	[1382, 74, 1593, 253]
notice-signature-line: અમદાવાદ	[930, 792, 970, 804]
notice-signature-line: મેનેજર વતી,	[864, 1343, 915, 1355]
notice-title-box	[730, 830, 888, 861]
notice-title-box	[51, 803, 209, 834]
column-7	[1375, 73, 1601, 2220]
notice-body: કોઈ સંસ્થાનો કોઈપણ પ્રકારનો હક્ક, દાવો, લાગભાગ, હિત, ગીરો કે બોજો મોજે નવરંગપુરા સીમના ટી.પી. સ્કીમ નંબર-૨૦ ના ફાઈનલ પ્લોટ નંબર-૬૩ ઉપર આવેલ ‘અવની એપાર્ટમેન્ટ’ના ફ્લેટ નંબર-૧૨ વાળી મિલકત ઉપર હોય તો તે અંગેના અસલ દસ્તાવેજી પુરાવા સહિત આ જાહેર નોટિસ પ્રસિદ્ધ થયાના દિન-૭ માં નીચે સહી કરનારના સરનામે લેખિતમાં જાણ કરવી. અમારા અસીલ સદરહુ મિલકત વેચાણથી રાખનાર છે. ઉક્ત મુદતમાં કોઈ વાંધો નહીં આવે તો સદરહુ મિલકત નિર્ભેળ અને બોજા રહિત છે તેમ માની અમારા અસીલ વ્યવહાર પૂર્ણ કરશે અને ત્યારબાદ આવેલ કોઈપણ દાવો માન્ય રાખવામાં આવશે નહીં, જેની સર્વે જાહેર જનતાએ નોંધ લેવી.	[1382, 303, 1594, 478]
notice	[477, 75, 688, 359]
notice	[25, 803, 236, 1126]
notice-title: જાહેર નોટિસ	[54, 1142, 206, 1168]
notice-body: ટાઈટલ ક્લીયરન્સ સર્ટિફિકેટ મેળવવા અંગે હિતેશ હર્ષદભાઈ દેસાઈ (H.U.F.)ના કુલ મુખત્યાર તરીકે નીચે સહી કરનારને જણાવવાનું કે, મોજે પાલડી સીમના ટી.પી. સ્કીમ નંબર-૩ ના ફાઈનલ પ્લોટ નંબર-૧૧૧ (રી-સર્વે નંબર-૬૦૯ પૈકી) વાળી જમીન ઉપર આવેલ મકાન વાળી મિલકત હિતેશ હર્ષદભાઈ દેસાઈ (H.U.F.)ની માલિકીની છે અને તે વેચાણ આપવાની કાર્યવાહી ચાલુ છે. સદરહુ મિલકત સંબંધે કોઈપણ વ્યક્તિ, પેઢી, બેંક કે સંસ્થાનો હક્ક, દાવો, હિત, ગીરો, બોજો, લીઝ, વારસાઈ કે અન્ય કોઈ લાગભાગ હોય તો આ નોટિસ પ્રસિદ્ધ થયાના દિન-૭ માં અસલ દસ્તાવેજી પુરાવા સહિત નીચેના સરનામે લેખિતમાં જાણ કરવી. મુદત બાદ આવેલ કોઈપણ દાવો માન્ય રાખવામાં આવશે નહીં તથા મિલકત નિર્ભેળ અને બોજા રહિત છે તેમ ગણવામાં આવશે.	[703, 1123, 915, 1325]
notice-title-box	[504, 668, 661, 700]
notice-signature-line: નિશાંત જી. દેસાઈ	[390, 547, 462, 559]
notice-signature-line: (એડવોકેટ એન્ડ નોટરી)	[138, 1423, 236, 1435]
notice-signature-line: તા. ૧૯-૦૨-૨૦૨૬	[1382, 1263, 1450, 1275]
notice-title-box	[278, 923, 435, 955]
notice-signature-line: તા.૧૬/૦૨/૨૦૨૬	[1382, 778, 1446, 790]
notice-title: જાહેર નોટિસ	[1186, 916, 1337, 942]
notice-signature-line: મુકેશ છ.પંડ્યા, એડવોકેટ	[1266, 834, 1367, 845]
notice-title: જાહેર નોટિસ	[281, 926, 432, 952]
notice-title-box	[51, 75, 209, 107]
notice-signature-line: તા.૧૮-૨-૨૦૨૬	[25, 359, 83, 371]
notice-body: આથી જાહેર જનતાને જણાવવાનું કે, અમારા અસીલ મોજે ઘુમા સીમના રેવન્યુ સર્વે બ્લોક નંબર-૪૮૮ (જુનો બ્લોક નં.૪૯૩/૧) પૈકીની જમીનમાં આવેલ ‘શ્રીનિવાસ ગ્રીન્સ’ના નામથી ઓળખાતી સ્કીમના યુનિટ નંબર-૧૮ વાળી મિલકત વેચાણથી રાખનાર છે. સદરહુ મિલકતના ટાઈટલ અંગે કોઈપણ વ્યક્તિ, પેઢી, બેંક, સહકારી મંડળી કે નાણાંકીય સંસ્થાનો વેચાણ, ગીરો, બોજો, ચાર્જ, લીન, લીઝ, બક્ષિસ, વારસાઈ, વહીવટ, કોર્ટ હુકમ, મનાઈ હુકમ, જપ્તી કે અન્ય કોઈપણ પ્રકારનો હક્ક, દાવો, હિત કે લાગભાગ હોય તો તેમણે આ જાહેર નોટિસ પ્રસિદ્ધ થયાના દિન-૭ માં અસલ દસ્તાવેજી પુરાવા સહિત નીચે સહી કરનારના સરનામે લેખિતમાં જાણ કરવી. ઉક્ત મુદત બાદ આવેલ કોઈપણ વાંધો ધ્યાને લેવામાં આવશે નહીં અને વ્યવહાર ક્લીયર ટાઈટલ ગણી પૂર્ણ થશે.	[930, 572, 1141, 774]
notice-signature-line: તારીખ : ૧૯/૦૨/૨૦૨૬	[703, 790, 791, 803]
notice-body: અમારા અસીલ વતી જણાવવાનું કે, મોજે વસ્ત્રાપુર સીમના ટી.પી. સ્કીમ નંબર-૨૦ ના ફાઈનલ પ્લોટ નંબર-૩૮ ઉપર આવેલ સોસાયટીના બંગલા નંબર-૬ વાળી મિલકત અમારા અસીલ વેચાણથી રાખનાર છે. સદરહુ મિલકત સંબંધે કોઈપણ વ્યક્તિ કે સંસ્થાનો હક્ક, દાવો, હિત, ગીરો, બોજો, લીઝ કે વારસાઈ હોય તો આ જાહેર નોટિસ પ્રસિદ્ધ થયાના દિન-૭ માં અસલ દસ્તાવેજી પુરાવા સહિત નીચે જણાવેલ સરનામે લેખિતમાં જાણ કરવી, અન્યથા કોઈપણ દાવો માન્ય રાખવામાં આવશે નહીં.	[1156, 1206, 1367, 1340]
notice-signature-line: કલ્પેશ એચ. ત્રાંબડિયા	[1504, 1276, 1594, 1288]
notice-title: જાહેર નોટિસ	[507, 374, 658, 400]
notice-signature-line: ૪૦૩, વિશ્વાસ એપાર્ટમેન્ટ, એ.ડી. એન્જીનીયરીંગ કોલેજની સામે, સેટેલાઈટ રોડ, નવરંગપુરા, અમદાવાદ.	[25, 1073, 236, 1098]
notice	[1382, 266, 1593, 563]
notice-body: જત રજીસ્ટ્રેશન ડિસ્ટ્રિક્ટ અમદાવાદ સબ-ડિસ્ટ્રિક્ટ અમદાવાદ-૯ (બોપલ)ના ઘાટલોડિયા તાલુકાના ગામ મોજે બોપલ સીમના રેવન્યુ સર્વે નંબર-૪૦૨ વિગેરેની જમીનો ઉપર બાંધવામાં આવેલ ‘ઝીન સીટી’ના નામથી ઓળખાતી સ્કીમના યુનિટ નંબર-૮૨૫ વાળી મિલકત અમારા અસીલ વેચાણથી રાખનાર છે. સદરહુ મિલકત સંબંધે કોઈપણ વ્યક્તિ, પેઢી, બેંક, સહકારી મંડળી કે નાણાંકીય સંસ્થાનો વેચાણ, ગીરો, બોજો, ચાર્જ, લીન, લીઝ, ભાડાપટ્ટો, બક્ષિસ, વારસાઈ, કોર્ટ હુકમ, મનાઈ હુકમ, જપ્તી કે અન્ય કોઈપણ પ્રકારનો હક્ક, દાવો, હિત કે લાગભાગ હોય તો તેમણે આ જાહેર નોટિસ પ્રસિદ્ધ થયાના દિન-૭ માં અસલ દસ્તાવેજી પુરાવા સહિત નીચે સહી કરનારના સરનામે લેખિતમાં જાણ કરવી, અન્યથા કોઈપણ દાવો માન્ય રાખવામાં આવશે નહીં.	[25, 840, 236, 1042]
notice-signature-line: પાર્થ કે. ભગત,	[629, 1463, 688, 1476]
notice-body: જત ડિસ્ટ્રિક્ટ અમદાવાદના તાલુકો દસક્રોઈના મોજે ભુવાલડી સીમના રેવન્યુ સર્વે બ્લોક નંબર-૨૦૯ પૈકીની જમીનના અમારા અસીલ કાયદેસરના માલિક તથા કબજેદાર છે અને સદરહુ જમીન વેચાણ આપવાનો સોદો થયેલ છે. સદરહુ જમીન સંબંધે કોઈપણ વ્યક્તિ, પેઢી કે સંસ્થાનો વેચાણ, ગીરો, બોજો, લીઝ, બક્ષિસ, વારસાઈ, કોર્ટ હુકમ, જપ્તી કે અન્ય કોઈપણ પ્રકારનો હક્ક, દાવો, હિત કે લાગભાગ હોય તો તેમણે આ જાહેર નોટિસ પ્રસિદ્ધ થયાના દિન-૭ માં અસલ દસ્તાવેજી પુરાવા સહિત નીચે સહી કરનારના સરનામે લેખિતમાં જાણ કરવી, અન્યથા કોઈપણ દાવો માન્ય રાખવામાં આવશે નહીં.	[1156, 113, 1367, 274]
notice-title: જાહેર નોટિસ	[1186, 579, 1337, 605]
notice-signature-line: ફોન નંબર : (૦૭૯) ૩૫૦૦ ૫૪૫૩	[1231, 1398, 1367, 1410]
notice-signature-line: તારીખ:-૧૯/૦૨/૨૦૨૬	[1382, 240, 1467, 252]
notice-signature-line: ઓફિસ નં.૧૫, પહેલે માળે, સાકાર ચેમ્બર્સ, ભદ્ર, અમદાવાદ-૧.	[1406, 1317, 1594, 1342]
notice-title: જાહેર નોટિસ	[1186, 1427, 1337, 1453]
notice-body: આથી જાહેર જનતા તથા લાગતા વળગતા તમામને જણાવવાનું કે, ડિસ્ટ્રિક્ટ અમદાવાદના ઘાટલોડિયા તાલુકાના ગામ ચાણસ્મા સીમના ખાતા નંબર-૩૦૯ ના રેવન્યુ સર્વે બ્લોક નં.૧-૨૦૦ (જુનો બ્લોક નં.૯૬૬ પૈકી)ની હે.૦૨.૧૧ આરે.ચો.મી. ક્ષેત્રફળવાળી જમીનના અમારા અસીલ કાયદેસરના માલિક તથા કબજેદાર છે અને સદરહુ જમીન વેચાણ આપવાનો સોદો થયેલ છે. સદરહુ જમીન ઉપર કોઈપણ વ્યક્તિ, પેઢી કે સંસ્થાનો વેચાણ, ગીરો, બોજો, લીઝ, બક્ષિસ, વારસાઈ, કોર્ટ હુકમ, જપ્તી કે અન્ય કોઈપણ પ્રકારનો હક્ક, દાવો, હિત કે લાગભાગ હોય તો તેમણે આ જાહેર નોટિસ પ્રસિદ્ધ થયાના દિન-૭ માં અસલ દસ્તાવેજી પુરાવા સહિત નીચેના સરનામે લેખિતમાં જાણ કરવી. મુદત વિત્યા બાદ આવેલ કોઈપણ દાવો ધ્યાને લેવામાં આવશે નહીં, જેની નોંધ લેવી.	[251, 341, 462, 543]
notice	[251, 1206, 462, 1544]
notice-signature-line: મો. : ૯૮૭૯૬ ૩૪૦૨૫	[1053, 1061, 1141, 1073]
notice-title: જાહેર નોટિસ	[959, 537, 1111, 563]
masthead-logo: ગુજરાત સમાચાર	[1357, 18, 1561, 53]
notice-signature-line: સ્થળ : અમદાવાદ	[477, 1437, 547, 1448]
notice-signature-line: અમદાવાદ	[703, 494, 743, 506]
notice-body: અન્ય કોઈ હક્ક ઉપસ્થિત થયા અંગે અમારા અસીલ તરફથી જણાવવામાં આવે છે કે, મોજે વટવા સીમના સર્વે નંબર-૨૪૩ પૈકીની જમીન ઉપરના ગોડાઉન વાળી મિલકત અમારા અસીલ વેચાણથી રાખનાર છે. સદરહુ મિલકત ઉપર કોઈપણ પ્રકારનો હક્ક, દાવો, ગીરો, બોજો કે જપ્તી હોય તો દિન-૭ માં અસલ પુરાવા સહિત નીચેના સરનામે જાણ કરવી, અન્યથા વ્યવહાર ક્લીયર ટાઈટલ ગણી પૂર્ણ કરવામાં આવશે.	[477, 1580, 688, 1687]
notice-signature-line: એફ-૨૩, ૧લે માળે, જુના ઢોરબજાર, કાંકરિયા રોડ, અમદાવાદ.	[943, 1034, 1141, 1060]
notice-title: જાહેર નોટિસ	[54, 1505, 206, 1531]
date-line: ગુરુવાર, તા. ૧૯ ફેબ્રુઆરી ૨૦૨૬	[22, 24, 282, 47]
notice	[251, 640, 462, 911]
registration-mark-magenta-icon	[790, 2279, 800, 2289]
notice-title-box	[1409, 1087, 1567, 1119]
notice-signature-line: અમદાવાદ	[25, 346, 64, 358]
notice-signature-line: તા. ૧૮-૦૨-૨૦૨૬	[251, 1180, 318, 1192]
notice-title-box	[278, 1206, 435, 1238]
notice-signature-line: મોદી દિલીપભાઈ મોદી	[1056, 1290, 1141, 1302]
notice	[251, 75, 462, 291]
notice-body: જત ડિસ્ટ્રિક્ટ અમદાવાદ સબ-ડિસ્ટ્રિક્ટ અમદાવાદ-૭ ના તાલુકા વેજલપુરના ગામ મોજે મકતમપુરા સીમના રેવન્યુ સર્વે નંબર-૪૨૨/૧ તથા ૪૨૨/૨ (ટી.પી. સ્કીમ નંબર-૮૪, ફાઈનલ પ્લોટ નંબર-૧૯) વાળી જમીન ઉપર બાંધવામાં આવેલ સ્કીમના ‘ડી’ ટાવરના પાંચમા માળે આવેલ ફ્લેટ નંબર-૫૦૩ વાળી મિલકત અમારા અસીલ વેચાણથી રાખનાર છે. સદરહુ મિલકત સંબંધે કોઈપણ વ્યક્તિ, પેઢી, બેંક કે નાણાંકીય સંસ્થાનો વેચાણ, ગીરો, બોજો, ચાર્જ, લીઝ, બક્ષિસ, વારસાઈ, કોર્ટ હુકમ, મનાઈ હુકમ, જપ્તી કે અન્ય કોઈપણ પ્રકારનો હક્ક, દાવો કે હિત હોય તો આ જાહેર નોટિસ પ્રસિદ્ધ થયાના દિન-૭ માં અસલ દસ્તાવેજી પુરાવા સહિત નીચે સહી કરનારના સરનામે લેખિતમાં જાણ કરવી, અન્યથા કોઈપણ દાવો માન્ય રાખવામાં આવશે નહીં.	[1156, 614, 1367, 816]
notice-signature-line: મો. ૯૮૨૫૯ ૦૯૭૭૭	[1285, 292, 1367, 304]
notice-signature-line: Smilen M. Kothari (Advocate)	[1204, 510, 1367, 522]
notice	[930, 74, 1141, 239]
notice-signature-line: મુકેશ છ.પંડ્યા, એડવોકેટ	[134, 1060, 236, 1072]
notice-signature-line: Date 19/02/2026	[251, 1450, 343, 1462]
notice-body: અમારા અસીલના નામે નડિયાદ કોર્ટ તથા અમદાવાદ ડિસ્ટ્રિક્ટ કોર્ટમાં ચાલતી મિલકત અંગેની તકરાર સમાધાનથી પૂર્ણ થયેલ છે અને સમાધાન કરાર નોંધાયેલ છે. હવે અમારા અસીલ મોજે રાણીપ સીમના રેવન્યુ સર્વે નંબર-૧૬૬ પૈકીની જમીન ઉપર આવેલ મકાન નંબર-૯ વાળી મિલકતના એકમાત્ર માલિક તથા કબજેદાર છે. સદરહુ મિલકત સંબંધે કોઈપણ વ્યક્તિ કે સંસ્થાનો હક્ક, દાવો, હિત, ગીરો, બોજો કે અન્ય લાગભાગ હોય તો આ જાહેર નોટિસ પ્રસિદ્ધ થયાના દિન-૭ માં અસલ દસ્તાવેજી પુરાવા સહિત નીચે સહી કરનારના સરનામે લેખિતમાં જાણ કરવી, ત્યારબાદ કોઈપણ દાવો ધ્યાને લેવામાં આવશે નહીં.	[930, 289, 1141, 451]
notice-body: આ નોટિસ અન્વયે જણાવવાનું કે, અમારા અસીલે તેમની તરફેણમાં થયેલ બાનાખત અન્વયેના તમામ હક્કો સામા પક્ષકારની વિનંતીથી સ્વેચ્છાએ જતા/માફ (waive) કરેલ છે અને તે અંગેનું રદ્દીકરણ લખાણ નોંધાયેલ છે. હવે પછી સદરહુ બાનાખતના આધારે કોઈપણ વ્યક્તિ સાથે કરવામાં આવેલ કોઈપણ વ્યવહાર અમારા અસીલને બંધનકર્તા રહેશે નહીં. સદર બાબતે કોઈપણ વ્યક્તિ, પેઢી કે સંસ્થાને વાંધો કે દાવો હોય તો આ જાહેર નોટિસ પ્રસિદ્ધ થયાના દિન-૭ માં અસલ દસ્તાવેજી પુરાવા સહિત નીચે સહી કરનારના સરનામે લેખિતમાં જાણ કરવી, અન્યથા કોઈપણ દાવો ધ્યાને લેવામાં આવશે નહીં, જેની સર્વે જાહેર જનતાએ નોંધ લેવી.	[703, 867, 915, 1042]
notice	[1156, 1169, 1367, 1411]
notice-body: આથી જાહેર જનતાને જણાવવાનું કે (૧) અમદાવાદ જિલ્લાના સાણંદ તાલુકાના મોજે ગામના (૨) રેવન્યુ સર્વે બ્લોક નંબર-૨૦૯ પૈકીની જમીનમાં આવેલ રહેણાંક મકાન વાળી મિલકત અમારા અસીલ વેચાણથી રાખનાર છે. સદરહુ મિલકત સંબંધે કોઈપણ વ્યક્તિ, પેઢી, બેંક કે નાણાંકીય સંસ્થાનો વેચાણ, ગીરો, બોજો, ચાર્જ, લીઝ, બક્ષિસ, વારસાઈ, કોર્ટ હુકમ, જપ્તી કે અન્ય કોઈપણ પ્રકારનો હક્ક, દાવો કે હિત હોય તો તેમણે આ જાહેર નોટિસ પ્રસિદ્ધ થયાના દિન-૭ માં અસલ દસ્તાવેજી પુરાવા સહિત નીચે સહી કરનારના સરનામે લેખિતમાં જાણ કરવી. ઉક્ત મુદતમાં કોઈ વાંધો નહીં આવે તો સદરહુ મિલકત બોજા રહિત છે તેમ માની વ્યવહાર પૂર્ણ કરવામાં આવશે અને ત્યારબાદ આવેલ કોઈપણ દાવો માન્ય રાખવામાં આવશે નહીં.	[251, 1244, 462, 1446]
notice-signature-line: મુકેશ છ.પંડ્યા, એડવોકેટ	[134, 723, 236, 735]
notice-signature-line: તા.૧૯/૦૨/૨૦૨૬	[930, 1007, 994, 1019]
notice-signature-line: મોબાઈલ નંબર : ૯૮૨૫૦ ૫૦૪૦૮	[556, 1517, 688, 1529]
notice-signature-line: સ્થળ : અમદાવાદ	[477, 333, 547, 345]
registration-mark-cyan-icon	[402, 2279, 412, 2289]
notice-title-box	[956, 818, 1114, 849]
notice	[1156, 75, 1367, 305]
notice-signature-line: મો.:૯૮૨૪૫૧૨૨૩૪	[1065, 508, 1141, 521]
notice-signature-line: (ADVOCATE)	[251, 1477, 320, 1489]
registration-mark-black-icon	[845, 2279, 856, 2289]
notice-title: જાહેર નોટિસ	[54, 78, 206, 104]
header-divider	[17, 59, 1601, 64]
header-right	[1197, 18, 1596, 53]
notice	[930, 818, 1141, 1074]
notice-signature-line: તા. ૧૯-૦૨-૨૦૨૬	[25, 1773, 92, 1785]
notice-signature-line: (એડવોકેટ)	[415, 237, 462, 250]
notice-signature-line: એડવોકેટ્સ	[1548, 1303, 1594, 1316]
registration-mark-yellow-icon	[457, 2279, 467, 2289]
notice	[477, 1543, 688, 1718]
notice-title: જાહેર નોટિસ	[507, 1545, 658, 1571]
notice-signature-line: જયેશ એમ. પટેલ	[163, 1410, 236, 1422]
registration-mark-cyan-icon	[1123, 2279, 1134, 2289]
notice-signature-line: ઓફિસ : ૧, ૨જે માળે, પોલિસ સ્ટેશન પાસે, બોડકદેવ, અમદાવાદ-૧૫.	[251, 588, 462, 613]
notice-title: જાહેર નોટીસમાં સુધારો	[281, 78, 432, 104]
notice-signature-line: તારીખ : ૧૮-૦૨-૨૦૨૬	[1156, 1130, 1243, 1142]
notice-signature-line: Mob. : 98258 09777	[578, 629, 688, 641]
notice-title-box	[956, 252, 1114, 284]
column-1	[17, 73, 244, 2220]
